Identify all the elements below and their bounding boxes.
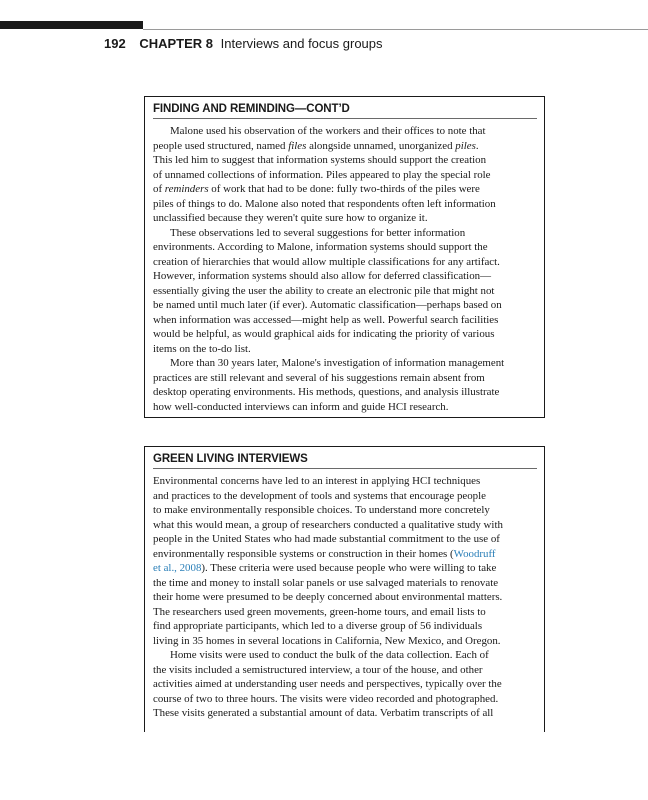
emphasis: reminders [164, 183, 209, 195]
text-line: their home were presumed to be deeply concerned about environmental matters. [153, 591, 503, 603]
text-line: items on the to-do list. [153, 342, 251, 355]
paragraph [153, 648, 537, 721]
chapter-title: Interviews and focus groups [220, 36, 383, 51]
text-line: and practices to the development of tools and systems that encourage people [153, 489, 486, 502]
box-title: GREEN LIVING INTERVIEWS [153, 452, 537, 469]
text-line: what this would mean, a group of researchers conducted a qualitative study with [153, 518, 503, 531]
text-line: activities aimed at understanding user needs and perspectives, typically over the [153, 678, 502, 690]
text-line: course of two to three hours. The visits were video recorded and photographed. [153, 692, 499, 705]
sidebar-box-finding-and-reminding [144, 96, 545, 418]
text-line: practices are still relevant and several of his suggestions remain absent from [153, 371, 485, 384]
text-line: desktop operating environments. His methods, questions, and analysis illustrate [153, 386, 500, 398]
paragraph [153, 124, 537, 226]
text-line: These visits generated a substantial amount of data. Verbatim transcripts of all [153, 707, 494, 719]
text-line: Home visits were used to conduct the bulk of the data collection. Each of [170, 649, 489, 661]
text-line: would be helpful, as would graphical aids for indicating the priority of various [153, 328, 495, 340]
text-line: Malone used his observation of the workers and their offices to note that [170, 125, 486, 137]
text-line: to make environmentally responsible choices. To understand more concretely [153, 504, 490, 516]
text-line: when information was accessed—might help as well. Powerful search facilities [153, 313, 499, 326]
text-line: et al., 2008). These criteria were used because people who were willing to take [153, 562, 497, 574]
text-line: people used structured, named files alongside unnamed, unorganized piles. [153, 139, 479, 152]
text-line: people in the United States who had made substantial commitment to the use of [153, 533, 500, 545]
text-line: of reminders of work that had to be done: fully two-thirds of the piles were [153, 183, 480, 195]
text-line: These observations led to several suggestions for better information [170, 226, 466, 239]
text-line: This led him to suggest that information systems should support the creation [153, 154, 487, 166]
text-line: find appropriate participants, which led to a diverse group of 56 individuals [153, 620, 483, 632]
text-line: the visits included a semistructured interview, a tour of the house, and other [153, 663, 483, 676]
header-bar [0, 21, 143, 29]
citation-link[interactable]: et al., 2008 [153, 562, 202, 574]
text-line: piles of things to do. Malone also noted that respondents often left information [153, 197, 496, 210]
header-rule [143, 29, 648, 30]
text-line: of unnamed collections of information. Piles appeared to play the special role [153, 168, 491, 181]
text-line: environments. According to Malone, information systems should support the [153, 241, 488, 253]
paragraph [153, 474, 537, 648]
text-line: unclassified because they weren't quite sure how to organize it. [153, 212, 428, 224]
sidebar-box-green-living-interviews [144, 446, 545, 732]
box-title: FINDING AND REMINDING—CONT’D [153, 102, 537, 119]
text-line: creation of hierarchies that would allow multiple classifications for any artifact. [153, 255, 500, 268]
text-line: living in 35 homes in several locations in California, New Mexico, and Oregon. [153, 634, 501, 647]
text-line: be named until much later (if ever). Automatic classification—perhaps based on [153, 299, 502, 311]
page-number: 192 [104, 36, 126, 51]
emphasis: piles [455, 139, 476, 152]
text-line: the time and money to install solar panels or use salvaged materials to renovate [153, 576, 499, 589]
emphasis: files [288, 139, 307, 152]
text-line: However, information systems should also allow for deferred classification— [153, 270, 491, 282]
paragraph [153, 226, 537, 357]
chapter-label: CHAPTER 8 [139, 36, 214, 51]
running-head [104, 36, 383, 52]
text-line: More than 30 years later, Malone's investigation of information management [170, 357, 505, 369]
citation-link[interactable]: Woodruff [453, 547, 496, 560]
text-line: The researchers used green movements, green-home tours, and email lists to [153, 605, 486, 618]
paragraph [153, 356, 537, 414]
text-line: Environmental concerns have led to an interest in applying HCI techniques [153, 475, 481, 487]
text-line: environmentally responsible systems or construction in their homes (Woodruff [153, 547, 496, 560]
text-line: how well-conducted interviews can inform and guide HCI research. [153, 400, 449, 413]
text-line: essentially giving the user the ability to create an electronic pile that might not [153, 284, 495, 297]
